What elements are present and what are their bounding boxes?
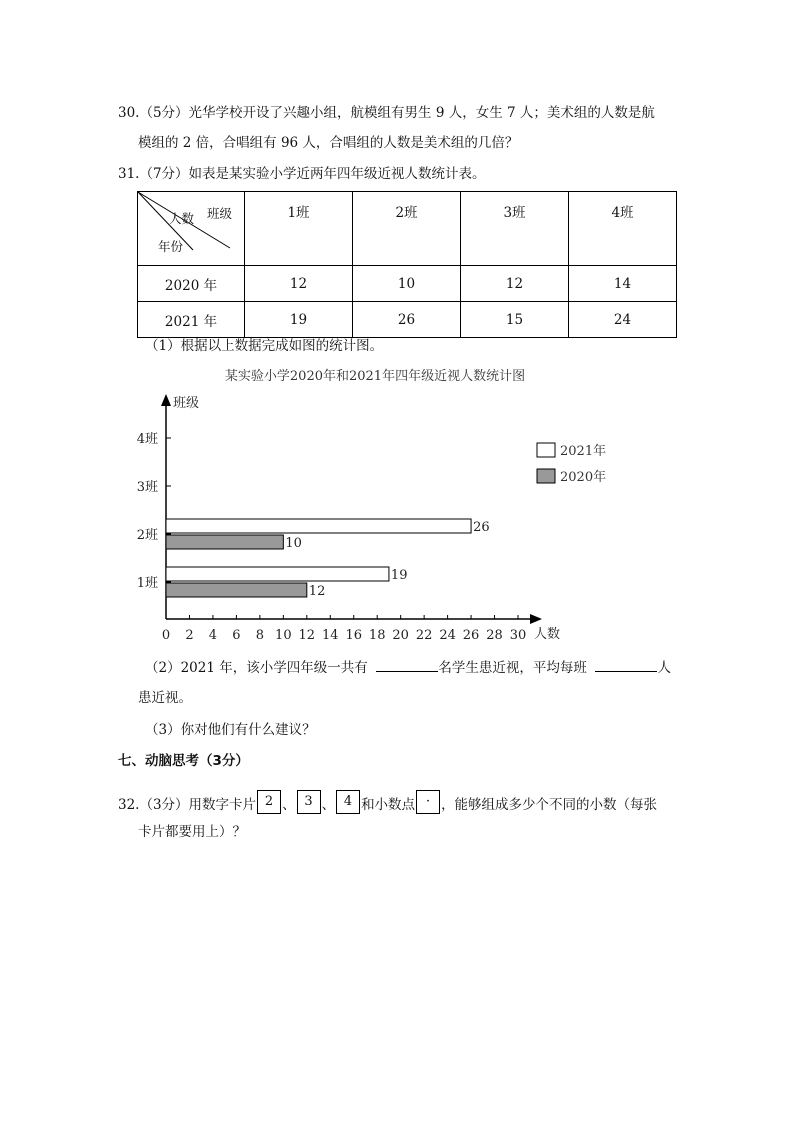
bar-value-label: 19	[390, 568, 408, 583]
bar	[166, 535, 283, 549]
table-row-year: 2021 年	[138, 302, 245, 338]
number-card: 2	[257, 790, 281, 814]
table-cell: 12	[245, 266, 353, 302]
y-axis-arrow	[161, 394, 171, 406]
table-cell: 26	[353, 302, 461, 338]
table-cell: 12	[461, 266, 569, 302]
x-tick-label: 2	[185, 628, 194, 643]
table-header-row	[138, 192, 677, 266]
decimal-point-card: ·	[416, 790, 440, 814]
bar-value-label: 26	[473, 520, 490, 535]
q30-line1: 30.（5分）光华学校开设了兴趣小组，航模组有男生 9 人，女生 7 人；美术组的人数是航	[118, 105, 655, 121]
legend-label: 2020年	[560, 470, 607, 485]
y-tick-label: 4班	[136, 432, 158, 447]
q32-sep: 、	[321, 797, 336, 813]
x-tick-label: 18	[368, 628, 386, 643]
q32-line2: 卡片都要用上）？	[138, 824, 246, 840]
sub2-text-c: 人	[657, 660, 671, 676]
section-heading: 七、动脑思考（3分）	[118, 753, 249, 769]
q31-intro: 31.（7分）如表是某实验小学近两年四年级近视人数统计表。	[118, 166, 486, 182]
chart-title: 某实验小学2020年和2021年四年级近视人数统计图	[224, 369, 526, 384]
answer-blank-total[interactable]	[376, 657, 438, 672]
diag-label-year: 年份	[158, 239, 184, 254]
bar	[166, 583, 307, 597]
sub2-text-a: （2）2021 年，该小学四年级一共有	[145, 660, 368, 676]
chart-bars	[166, 519, 490, 599]
table-cell: 24	[569, 302, 677, 338]
x-axis-arrow	[530, 614, 542, 624]
x-tick-label: 14	[321, 628, 339, 643]
table-col-header: 4班	[569, 192, 677, 266]
y-tick-label: 1班	[136, 576, 158, 591]
table-row	[138, 302, 677, 338]
legend-swatch	[537, 443, 555, 457]
x-tick-label: 0	[161, 628, 171, 643]
x-tick-label: 8	[255, 628, 265, 643]
table-row-year: 2020 年	[138, 266, 245, 302]
chart-x-axis-label: 人数	[534, 627, 561, 642]
q32-and-point: 和小数点	[361, 797, 416, 813]
q30-line2: 模组的 2 倍，合唱组有 96 人，合唱组的人数是美术组的几倍？	[138, 135, 519, 151]
q32-prefix: 32.（3分）用数字卡片	[118, 797, 257, 813]
table-col-header: 2班	[353, 192, 461, 266]
q31-sub2	[145, 657, 671, 678]
number-card: 4	[336, 790, 360, 814]
x-tick-label: 6	[232, 628, 241, 643]
sub2-text-b: 名学生患近视，平均每班	[438, 660, 587, 676]
chart-y-axis-label: 班级	[173, 396, 200, 411]
x-tick-label: 12	[298, 628, 316, 643]
x-tick-label: 10	[275, 628, 292, 643]
y-tick-label: 2班	[136, 528, 158, 543]
x-tick-label: 30	[509, 628, 527, 643]
table-cell: 19	[245, 302, 353, 338]
x-tick-label: 4	[208, 628, 218, 643]
x-tick-label: 22	[415, 628, 433, 643]
diagonal-header-cell	[138, 192, 245, 266]
bar	[166, 567, 389, 581]
q31-sub2-line2: 患近视。	[138, 690, 192, 706]
table-cell: 10	[353, 266, 461, 302]
x-tick-label: 24	[439, 628, 456, 643]
x-tick-label: 28	[486, 628, 503, 643]
x-tick-label: 26	[462, 628, 480, 643]
diag-label-count: 人数	[169, 211, 195, 226]
x-tick-label: 20	[392, 628, 409, 643]
table-row	[138, 266, 677, 302]
table-col-header: 3班	[461, 192, 569, 266]
bar-value-label: 12	[308, 584, 326, 599]
q31-sub3: （3）你对他们有什么建议？	[145, 722, 316, 738]
q31-sub1: （1）根据以上数据完成如图的统计图。	[145, 338, 384, 354]
q32-line1	[118, 790, 657, 815]
legend-label: 2021年	[560, 444, 607, 459]
table-cell: 15	[461, 302, 569, 338]
y-tick-label: 3班	[136, 480, 158, 495]
bar-value-label: 10	[285, 536, 302, 551]
answer-blank-average[interactable]	[595, 657, 657, 672]
legend-swatch	[537, 469, 555, 483]
q32-suffix: ，能够组成多少个不同的小数（每张	[441, 797, 658, 813]
statistics-table	[137, 191, 677, 338]
bar-chart	[100, 360, 607, 650]
bar	[166, 519, 471, 533]
number-card: 3	[297, 790, 321, 814]
q32-sep: 、	[282, 797, 296, 813]
table-cell: 14	[569, 266, 677, 302]
x-tick-label: 16	[345, 628, 363, 643]
chart-legend	[537, 443, 606, 485]
table-col-header: 1班	[245, 192, 353, 266]
diag-label-class: 班级	[207, 206, 233, 221]
